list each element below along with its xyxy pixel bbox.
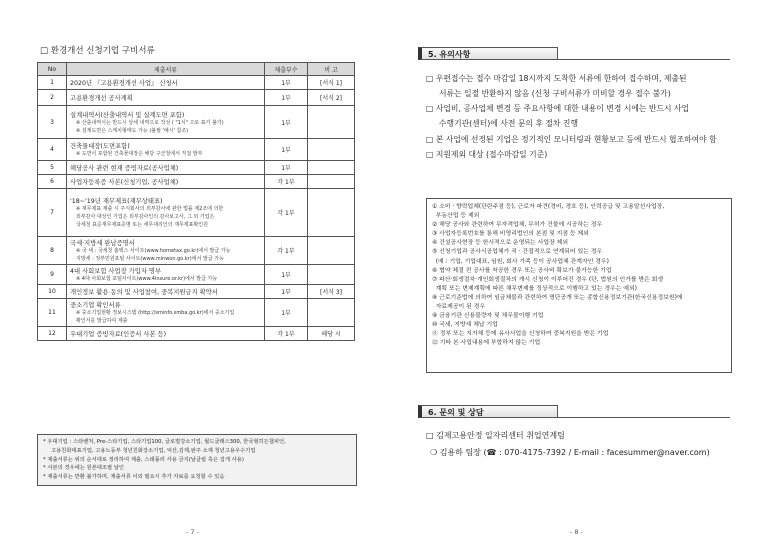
document-title: 설계내역서(산출내역서 및 설계도면 포함) (70, 111, 185, 119)
criteria-item: ⑨ 금융기관 신용불량자 및 채무불이행 기업 (432, 313, 544, 320)
document-note: ※ 중소기업현황 정보시스템 (http://sminfo.smba.go.kr)에서 중소기업 (76, 310, 235, 316)
criteria-item: 부동산업 등 제외 (432, 213, 480, 220)
document-title: 건축물대장(도면포함) (70, 143, 130, 150)
header-no: No (38, 63, 67, 76)
contact-org: □ 김제고용안정 일자리센터 취업연계팀 (426, 431, 565, 440)
row-remark (308, 106, 355, 139)
row-count: 1부 (265, 76, 308, 90)
document-title: 사업자등록증 사본(신청기업, 공사업체) (70, 179, 179, 186)
criteria-item: ⑦ 파산·회생절차·개인회생절차의 개시 신청이 이루어진 경우 (단, 법원의 인가를 받은 회생 (432, 276, 664, 283)
note-line: 수행기관(센터)에 사전 문의 후 절차 진행 (439, 118, 578, 128)
document-title: 해당공사 관련 현재 증빙자료(공사업체) (70, 165, 179, 172)
table-header (38, 63, 355, 76)
criteria-item: ⑤ 신청기업과 공사시공업체가 직 · 간접적으로 연계되어 있는 경우 (432, 249, 603, 256)
row-count: 1부 (265, 106, 308, 139)
row-document (67, 76, 265, 90)
footnote-line: * 사본의 경우에는 원본대조필 날인 (43, 465, 125, 472)
note-item (426, 133, 736, 148)
row-document (67, 265, 265, 285)
footnote-line: * 제출서류는 반환 불가하며, 제출서류 이외 필요시 추가 자료를 요청할 수 있음 (43, 474, 225, 481)
document-note: 국세청 표준재무제표증명 또는 세무대리인의 재무제표확인원 (76, 222, 208, 228)
document-title: 2020년 『고용환경개선 사업』 신청서 (70, 80, 178, 87)
row-no: 10 (38, 285, 67, 299)
row-remark (308, 237, 355, 265)
row-count: 1부 (265, 285, 308, 299)
row-no: 5 (38, 161, 67, 175)
row-document (67, 90, 265, 106)
row-count: 1부 (265, 265, 308, 285)
row-no: 2 (38, 90, 67, 106)
document-note: ※ 재무제표 제출 시 주식회사의 외부감사에 관한 법률 제2조에 의한 (76, 206, 224, 212)
row-no: 7 (38, 189, 67, 237)
criteria-item: ⑪ 정부 또는 지자체 등에 유사사업을 신청하여 중복지원을 받은 기업 (432, 331, 609, 338)
note-item (426, 148, 736, 163)
row-document (67, 189, 265, 237)
document-note: ※ 국 세 : 국세청 홈택스 사이트(www.hometax.go.kr)에서 발급 가능 (76, 248, 231, 254)
criteria-item: 계획 또는 변제계획에 따른 채무변제를 정상적으로 이행하고 있는 경우는 예외) (432, 285, 637, 292)
section-title-documents: □ 환경개선 신청기업 구비서류 (40, 46, 155, 56)
criteria-item: 자료제공이 된 경우 (432, 304, 486, 311)
row-document (67, 161, 265, 175)
header-count: 제출부수 (265, 63, 308, 76)
row-no: 1 (38, 76, 67, 90)
note-line: □ 사업비, 공사업체 변경 등 주요사항에 대한 내용이 변경 시에는 반드시 사업 (426, 104, 690, 113)
row-document (67, 299, 265, 327)
row-count: 1부 (265, 139, 308, 161)
document-title: 고용환경개선 공사계획 (70, 95, 133, 102)
footnote-line: 고용친화대표기업, 고용노동부 청년친화강소기업, 익산,김제,완주 소재 청년고용우수기업 (51, 447, 256, 454)
document-note: ※ 4대 사회보험 포털사이트(www.4insure.or.kr)에서 발급 가능 (76, 276, 218, 282)
criteria-item: ① 소비 · 향락업체(단란주점 등), 근로자 파견(경비, 경호 등), 인력공급 및 고용알선사업장, (432, 204, 665, 210)
footnote-box (37, 434, 357, 486)
row-no: 9 (38, 265, 67, 285)
table-row (38, 299, 355, 327)
row-document (67, 175, 265, 189)
row-document (67, 139, 265, 161)
table-row (38, 265, 355, 285)
row-document (67, 285, 265, 299)
note-line: □ 본 사업에 선정된 기업은 정기적인 모니터링과 현황보고 등에 반드시 협조하여야 함 (426, 135, 717, 144)
header-document: 제출서류 (67, 63, 265, 76)
document-note: ※ 도면이 포함된 건축물대장은 해당 구군청에서 직접 발부 (76, 151, 203, 157)
table-row (38, 189, 355, 237)
document-note: 지방세 : 정부민원포털 사이트(www.minwon.go.kr)에서 발급 가능 (76, 256, 224, 262)
criteria-item: ⑥ 협약 체결 전 공사를 착공한 경우 또는 공사비 확보가 불가능한 기업 (432, 267, 612, 274)
document-note: 확인서를 발급하여 제출 (76, 318, 128, 324)
row-remark: [서식 1] (308, 76, 355, 90)
table-row (38, 76, 355, 90)
row-count: 각 1부 (265, 189, 308, 237)
document-title: 개인정보 활용 동의 및 사업참여, 중복지원금지 확약서 (70, 289, 218, 296)
row-count: 각 1부 (265, 175, 308, 189)
table-row (38, 237, 355, 265)
criteria-item: (예 : 기업, 기업대표, 임원, 회사 가족 등이 공사업체 관계자인 경우) (432, 258, 609, 265)
criteria-item: ⑫ 기타 본 사업내용에 부합하지 않는 기업 (432, 340, 541, 347)
section5-underline (558, 59, 730, 60)
page-number: - 7 - (186, 528, 199, 536)
row-remark: [서식 3] (308, 285, 355, 299)
table-row (38, 106, 355, 139)
note-item (426, 72, 736, 101)
table-row (38, 327, 355, 341)
document-title: 국세·지방세 완납증명서 (70, 240, 135, 247)
table-row (38, 175, 355, 189)
row-document (67, 327, 265, 341)
document-title: 4대 사회보험 사업장 가입자 명부 (70, 268, 162, 275)
row-remark (308, 299, 355, 327)
contact-line: ❍ 김용하 팀장 (☎ : 070-4175-7392 / E-mail : facesummer@naver.com) (430, 448, 710, 457)
row-remark (308, 161, 355, 175)
exclusion-criteria-box (426, 198, 732, 373)
note-line: □ 우편접수는 접수 마감일 18시까지 도착한 서류에 한하여 접수하며, 제출된 (426, 74, 687, 83)
row-count: 각 1부 (265, 237, 308, 265)
header-remark: 비 고 (308, 63, 355, 76)
document-title: 중소기업 확인서류 (70, 302, 121, 309)
document-title: 우대기업 증빙자료(인증서 사본 등) (70, 331, 167, 338)
footnote-line: * 우대기업 : 스타벤처, Pre-스타기업, 스타기업100, 글로벌강소기업, 월드클래스300, 한국형히든챔피언, (43, 439, 286, 445)
row-remark (308, 175, 355, 189)
row-count: 1부 (265, 161, 308, 175)
table-row (38, 139, 355, 161)
row-remark: 해당 시 (308, 327, 355, 341)
footnote-line: * 제출서류는 위의 순서대로 정리하여 제출, 스테플러 사용 금지(날클립 혹은 집게 사용) (43, 456, 244, 463)
row-count: 1부 (265, 90, 308, 106)
row-remark (308, 189, 355, 237)
section6-title: 6. 문의 및 상담 (418, 405, 558, 418)
table-row (38, 90, 355, 106)
row-document (67, 106, 265, 139)
row-remark: [서식 2] (308, 90, 355, 106)
row-count: 1부 (265, 299, 308, 327)
document-note: ※ 설계도면은 스케치형태도 가능 (불필 '예시' 참조) (76, 127, 189, 134)
note-line: □ 지원제외 대상 (접수마감일 기준) (426, 150, 548, 159)
row-count: 각 1부 (265, 327, 308, 341)
document-title: '18~'19년 재무제표(재무상태표) (70, 198, 163, 205)
table-row (38, 161, 355, 175)
row-remark (308, 139, 355, 161)
section5-title: 5. 유의사항 (418, 47, 558, 60)
criteria-item: ② 해당 공사와 관련하여 무자격업체, 무허가 건물에 시공하는 경우 (432, 222, 603, 229)
note-item (426, 102, 736, 131)
document-note: ※ 산출내역서는 반드시 상세 내역으로 작성 ( "1식" 으로 표기 불가) (76, 119, 224, 126)
row-no: 4 (38, 139, 67, 161)
row-remark (308, 265, 355, 285)
row-no: 3 (38, 106, 67, 139)
criteria-item: ⑩ 국세, 지방세 체납 기업 (432, 322, 498, 329)
page-number: - 8 - (570, 528, 583, 536)
row-document (67, 237, 265, 265)
row-no: 12 (38, 327, 67, 341)
criteria-item: ④ 건설공사현장 등 한시적으로 운영되는 사업장 제외 (432, 240, 569, 247)
document-note: 외부감사 대상인 기업은 외부감사인의 감사보고서, 그 외 기업은 (76, 214, 215, 220)
row-no: 6 (38, 175, 67, 189)
note-line: 서류는 일절 반환하지 않음 (신청 구비서류가 미비할 경우 접수 불가) (439, 88, 671, 98)
row-no: 11 (38, 299, 67, 327)
documents-table (37, 62, 355, 341)
criteria-item: ⑧ 근로기준법에 의하여 임금체불과 관련하여 명단공개 또는 종합신용정보기관(한국신용정보원)에 (432, 294, 683, 301)
criteria-item: ③ 사업자등록번호를 통해 비영리법인의 본점 및 지점 등 제외 (432, 231, 589, 238)
section6-underline (558, 417, 730, 418)
row-no: 8 (38, 237, 67, 265)
table-row (38, 285, 355, 299)
